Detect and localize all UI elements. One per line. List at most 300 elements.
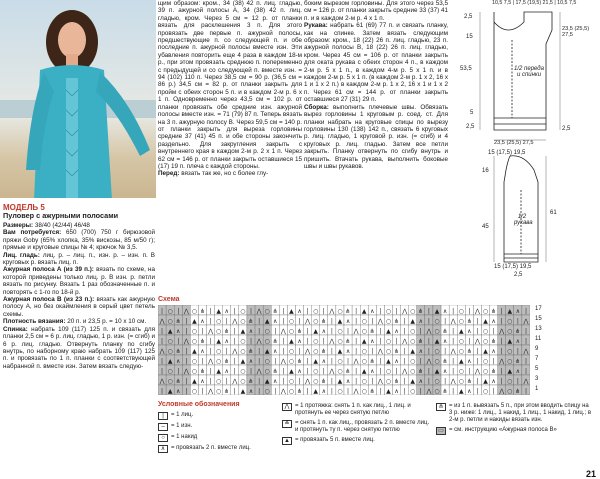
legend-item xyxy=(436,427,592,435)
chart-symbol: ⋀ xyxy=(256,337,262,345)
pattern-top-label: 10,5 7,5 | 17,5 (19,5) 21,5 | 10,5 7,5 xyxy=(492,0,577,6)
paragraph-back-cont: щим образом: кром., 34 (38) 42 п. лиц. гладью, 39 п. ажурной полосы А, 34 (38) 42 п. лиц. гладью, кром. Через 5 см = 12 р. от планки вязать для расклешения 3 п. Для этого провязать две первые п. ажурной полосы, предшествующие п. со следующей п. и обе последние п. ажурной полосы вместе изн. Эти убавления повторить еще 4 раза в каждом 18-м р., при этом провязать среднюю п. попеременно с предыдущей и со следующей п. вместе изн. = 94 (102) 110 п. Через 38,5 см = 90 р. (36,5 см = 86 р.) 34,5 см = 82 р. от планки закрыть для пройм с обеих сторон 5 п. и в каждом 2-м р. 6 х 1 п. Одновременно через 43,5 см = 102 р. от планки провязать обе средние изн. ажурной полосы вместе изн. = 71 (79) 87 п. Теперь вязать на 3 п. ажурную полосу В. Через 59,5 см = 140 р. от планки закрыть для выреза горловины средние 37 (41) 45 п. и обе стороны закончить раздельно. Для закругления закрыть с внутреннего края в каждом 2-м р. 2 х 1 п. Через 62 см = 146 р. от планки закрыть оставшиеся 15 (17) 19 п. плеча с каждой стороны. xyxy=(158,0,302,170)
chart-symbol: | xyxy=(452,337,455,345)
chart-symbol: | xyxy=(355,317,358,325)
gray-box-symbol-icon: ▭ xyxy=(436,427,446,435)
chart-symbol: ▲ xyxy=(337,317,343,325)
chart-symbol: ○ xyxy=(191,387,198,395)
chart-symbol: ▲ xyxy=(289,307,294,315)
row-number: 9 xyxy=(535,346,539,352)
chart-symbol: ⋀ xyxy=(208,357,214,365)
chart-symbol: ○ xyxy=(361,357,367,365)
chart-symbol: ⋀ xyxy=(183,337,189,345)
chart-symbol: ⋔ xyxy=(297,387,303,395)
chart-symbol: ○ xyxy=(191,337,198,345)
chart-symbol: ○ xyxy=(458,377,464,385)
chart-symbol: ▲ xyxy=(410,377,416,385)
chart-symbol: ○ xyxy=(507,347,513,355)
chart-symbol: ⋀ xyxy=(402,337,408,345)
legend-text: = снять 1 п. как лиц., провязать 2 п. вместе лиц. и протянуть ту п. через снятую петлю xyxy=(295,420,430,433)
chart-symbol: ○ xyxy=(191,327,198,335)
chart-symbol: ▲ xyxy=(386,327,391,335)
chart-symbol: ∧ xyxy=(273,347,278,355)
chart-symbol: ∧ xyxy=(321,327,326,335)
chart-symbol: ⋔ xyxy=(394,317,400,325)
chart-symbol: ⋔ xyxy=(321,317,327,325)
dim-label: 5 xyxy=(470,110,474,116)
chart-symbol: | xyxy=(500,337,503,345)
chart-symbol: | xyxy=(185,387,188,395)
chart-symbol: ⋀ xyxy=(499,357,505,365)
sk2po-symbol-icon: ≙ xyxy=(282,420,292,428)
chart-symbol: ○ xyxy=(434,377,440,385)
chart-symbol: ⋔ xyxy=(491,367,497,375)
chart-symbol: | xyxy=(282,337,285,345)
chart-symbol: | xyxy=(185,327,188,335)
k5tog-symbol-icon: ▲ xyxy=(282,437,292,445)
chart-symbol: ∧ xyxy=(370,337,375,345)
chart-symbol: ▲ xyxy=(361,307,367,315)
chart-symbol: ▲ xyxy=(483,347,488,355)
chart-symbol: ⋔ xyxy=(199,307,205,315)
chart-symbol: | xyxy=(225,377,228,385)
chart-symbol: ⋀ xyxy=(232,377,238,385)
chart-symbol: | xyxy=(355,377,358,385)
chart-symbol: ∧ xyxy=(248,387,254,395)
row-number: 7 xyxy=(535,356,539,362)
model-photo xyxy=(0,0,156,210)
dim-label: 2,5 xyxy=(466,124,475,130)
chart-symbol: ○ xyxy=(288,327,295,335)
chart-symbol: ○ xyxy=(216,347,222,355)
chart-symbol: ▲ xyxy=(313,357,319,365)
chart-symbol: | xyxy=(258,327,261,335)
legend-text: = см. инструкцию «Ажурная полоса В» xyxy=(449,427,557,433)
chart-symbol: | xyxy=(322,337,325,345)
chart-symbol: ⋔ xyxy=(369,387,375,395)
chart-symbol: | xyxy=(185,357,188,365)
chart-symbol: ○ xyxy=(167,317,173,325)
chart-symbol: | xyxy=(468,337,471,345)
chart-symbol: ∧ xyxy=(345,317,351,325)
chart-symbol: | xyxy=(298,377,301,385)
chart-symbol: | xyxy=(306,387,309,395)
chart-symbol: ∧ xyxy=(442,337,448,345)
chart-symbol: ⋀ xyxy=(474,307,480,315)
chart-symbol: | xyxy=(347,387,350,395)
chart-symbol: ▲ xyxy=(192,377,197,385)
pattern-center-label: 1/2 рукава xyxy=(514,214,533,226)
chart-symbol: | xyxy=(524,387,527,395)
chart-symbol: ∧ xyxy=(200,377,205,385)
chart-symbol: ▲ xyxy=(167,357,173,365)
chart-symbol: | xyxy=(306,307,309,315)
chart-symbol: ▲ xyxy=(192,317,197,325)
chart-symbol: ⋀ xyxy=(305,377,311,385)
chart-symbol: | xyxy=(403,387,406,395)
stitch-chart xyxy=(158,305,530,395)
chart-symbol: ∧ xyxy=(467,357,472,365)
chart-symbol: ▲ xyxy=(434,307,440,315)
chart-symbol: ⋔ xyxy=(466,377,472,385)
chart-symbol: | xyxy=(516,317,519,325)
chart-symbol: | xyxy=(492,327,495,335)
row-number-column xyxy=(533,305,553,395)
chart-symbol: | xyxy=(298,317,301,325)
chart-symbol: | xyxy=(395,367,398,375)
chart-symbol: | xyxy=(403,377,406,385)
chart-symbol: | xyxy=(452,367,455,375)
chart-symbol: | xyxy=(419,387,422,395)
chart-symbol: ▲ xyxy=(192,347,197,355)
chart-symbol: | xyxy=(249,307,253,315)
chart-symbol: ⋀ xyxy=(183,307,189,315)
chart-symbol: ⋔ xyxy=(394,347,400,355)
chart-symbol: ▲ xyxy=(216,337,221,345)
chart-symbol: ▲ xyxy=(289,337,294,345)
chart-symbol: ∧ xyxy=(515,307,521,315)
chart-symbol: | xyxy=(322,307,325,315)
chart-symbol: | xyxy=(452,387,455,395)
chart-symbol: ⋔ xyxy=(394,377,400,385)
paragraph-gauge: Плотность вязания: 20 п. и 23,5 р. = 10 х 10 см. xyxy=(3,318,147,326)
chart-symbol: ∧ xyxy=(515,367,521,375)
chart-symbol: ○ xyxy=(482,387,489,395)
chart-symbol: | xyxy=(233,337,236,345)
chart-symbol: ▲ xyxy=(434,337,440,345)
dim-label: 15 (17,5) 19,5 xyxy=(494,264,532,270)
chart-symbol: ⋀ xyxy=(474,367,480,375)
chart-symbol: ⋀ xyxy=(208,327,214,335)
chart-symbol: ∧ xyxy=(345,377,351,385)
chart-symbol: ○ xyxy=(313,307,319,315)
chart-symbol: | xyxy=(476,387,479,395)
chart-symbol: ○ xyxy=(264,367,270,375)
chart-symbol: ○ xyxy=(434,317,440,325)
chart-symbol: ○ xyxy=(507,317,513,325)
chart-symbol: ∧ xyxy=(491,347,496,355)
chart-symbol: ⋀ xyxy=(377,347,383,355)
chart-symbol: ⋀ xyxy=(450,317,456,325)
legend-item xyxy=(282,437,432,445)
chart-symbol: | xyxy=(330,377,333,385)
dim-label: 2,5 xyxy=(464,14,473,20)
chart-symbol: | xyxy=(161,337,164,345)
chart-symbol: ⋔ xyxy=(224,357,230,365)
chart-symbol: ⋔ xyxy=(515,327,521,335)
chart-symbol: | xyxy=(427,377,430,385)
chart-symbol: | xyxy=(500,367,503,375)
chart-symbol: ⋀ xyxy=(280,387,286,395)
chart-symbol: ○ xyxy=(167,337,173,345)
chart-symbol: ∧ xyxy=(442,367,448,375)
chart-symbol: | xyxy=(452,327,455,335)
chart-symbol: ○ xyxy=(288,317,295,325)
chart-symbol: ∧ xyxy=(321,357,326,365)
chart-symbol: ∧ xyxy=(200,317,205,325)
chart-symbol: ▲ xyxy=(458,387,464,395)
chart-symbol: ⋀ xyxy=(523,347,529,355)
chart-symbol: ▲ xyxy=(289,367,294,375)
legend-column-3 xyxy=(436,403,592,435)
chart-symbol: ○ xyxy=(216,357,222,365)
row-number: 15 xyxy=(535,316,542,322)
stitch-chart-grid xyxy=(158,305,530,395)
chart-symbol: ⋀ xyxy=(305,317,311,325)
chart-symbol: ○ xyxy=(410,307,416,315)
row-number: 13 xyxy=(535,326,542,332)
legend-item xyxy=(282,420,432,434)
chart-symbol: ⋀ xyxy=(450,377,456,385)
chart-symbol: ⋔ xyxy=(321,347,327,355)
chart-symbol: ○ xyxy=(191,307,198,315)
chart-symbol: | xyxy=(161,357,164,365)
chart-symbol: | xyxy=(274,327,277,335)
chart-symbol: | xyxy=(161,307,164,315)
chart-symbol: ○ xyxy=(361,387,367,395)
chart-symbol: ⋔ xyxy=(175,347,181,355)
chart-symbol: ∧ xyxy=(248,327,254,335)
chart-symbol: ∧ xyxy=(370,367,375,375)
paragraph-sleeves: Рукава: набрать 61 (69) 77 п. и связать планку, как на спинке. Затем вязать следующим образом: кром., 18 (22) 26 п. лиц. гладью, 23 п. ажурной полосы В, 18 (22) 26 п. лиц. гладью, кром. Через 45 см = 106 р. от планки закрыть для оката рукава с обеих сторон 4 п., в каждом 2-м р. 5 х 1 п., в каждом 4-м р. 5 х 1 п. и в каждом 2-м р. 5 х 1 п. (в каждом 2-м р. 1 х 2, 16 х 1 и 1 х 2 п.) в каждом 2-м р. 1 х 2, 16 х 1 и 1 х 2 п. Через 61 см = 144 р. от планки закрыть оставшиеся 27 (31) 29 п. xyxy=(304,22,448,104)
chart-symbol: ▲ xyxy=(458,357,464,365)
paragraph-materials: Вам потребуется: 650 (700) 750 г бирюзовой пряжи Goby (65% хлопка, 35% вискозы, 85 м/50 г); прямые и круговые спицы № 4; крючок № 3,5. xyxy=(3,229,156,252)
paragraph-front: Перед: вязать так же, но с более глу- xyxy=(158,170,269,178)
chart-symbol: ⋀ xyxy=(208,387,214,395)
chart-symbol: ⋀ xyxy=(232,347,238,355)
chart-symbol: | xyxy=(161,367,164,375)
chart-symbol: ⋀ xyxy=(426,327,432,335)
chart-symbol: ○ xyxy=(361,317,367,325)
chart-symbol: ▲ xyxy=(264,317,270,325)
dim-label: 53,5 xyxy=(460,66,472,72)
chart-symbol: ○ xyxy=(216,387,222,395)
chart-symbol: ⋀ xyxy=(499,327,505,335)
chart-symbol: ∧ xyxy=(394,357,399,365)
chart-symbol: ⋔ xyxy=(224,387,230,395)
chart-symbol: | xyxy=(403,317,406,325)
chart-symbol: ∧ xyxy=(394,327,399,335)
chart-symbol: ⋔ xyxy=(369,327,375,335)
chart-symbol: ⋔ xyxy=(297,327,303,335)
chart-symbol: ○ xyxy=(385,377,392,385)
chart-symbol: | xyxy=(355,307,358,315)
chart-symbol: ○ xyxy=(288,377,295,385)
chart-symbol: | xyxy=(395,307,398,315)
legend-text: = 1 протяжка: снять 1 п. как лиц., 1 лиц. и протянуть ее через снятую петлю xyxy=(295,403,411,416)
chart-symbol: ⋀ xyxy=(377,377,383,385)
chart-symbol: ⋔ xyxy=(272,367,278,375)
chart-symbol: ⋔ xyxy=(369,357,375,365)
chart-symbol: ○ xyxy=(434,347,440,355)
chart-symbol: ▲ xyxy=(216,367,221,375)
schema-title: Схема xyxy=(158,296,180,303)
chart-symbol: | xyxy=(524,357,527,365)
chart-symbol: ⋀ xyxy=(329,307,335,315)
chart-symbol: ∧ xyxy=(442,307,448,315)
chart-symbol: ⋀ xyxy=(256,307,262,315)
chart-symbol: ○ xyxy=(313,347,319,355)
chart-symbol: ∧ xyxy=(176,387,181,395)
chart-symbol: ○ xyxy=(240,337,246,345)
chart-symbol: | xyxy=(476,347,479,355)
chart-symbol: ⋔ xyxy=(248,377,254,385)
chart-symbol: ⋔ xyxy=(175,317,181,325)
chart-symbol: ○ xyxy=(458,367,464,375)
chart-symbol: ○ xyxy=(240,377,246,385)
pattern-center-label: 1/2 переда и спинки xyxy=(514,66,544,78)
chart-symbol: ▲ xyxy=(337,377,343,385)
chart-symbol: ⋀ xyxy=(402,367,408,375)
chart-symbol: ⋔ xyxy=(442,327,448,335)
chart-symbol: ▲ xyxy=(167,387,173,395)
chart-symbol: ○ xyxy=(385,367,392,375)
chart-symbol: ○ xyxy=(385,317,392,325)
chart-symbol: ⋀ xyxy=(353,357,359,365)
chart-symbol: ⋔ xyxy=(418,367,424,375)
row-number: 3 xyxy=(535,376,539,382)
paragraph-front-cont: боким вырезом горловины. Для этого через 53,5 см = 126 р. от планки закрыть средние 33 (37) 41 п. и в каждом 2-м р. 4 х 1 п. xyxy=(304,0,448,22)
chart-symbol: ○ xyxy=(482,327,489,335)
chart-symbol: ○ xyxy=(361,327,367,335)
chart-symbol: | xyxy=(419,357,422,365)
chart-symbol: ○ xyxy=(410,327,416,335)
chart-symbol: ⋔ xyxy=(199,367,205,375)
chart-symbol: ▲ xyxy=(507,337,513,345)
chart-symbol: ▲ xyxy=(216,307,221,315)
chart-symbol: ○ xyxy=(482,357,489,365)
chart-symbol: | xyxy=(419,327,422,335)
chart-symbol: ▲ xyxy=(507,367,513,375)
chart-symbol: | xyxy=(209,367,212,375)
chart-symbol: ○ xyxy=(337,337,343,345)
chart-symbol: ∧ xyxy=(321,387,326,395)
chart-symbol: ⋔ xyxy=(466,347,472,355)
chart-symbol: | xyxy=(258,347,261,355)
chart-symbol: | xyxy=(379,387,382,395)
purl-symbol-icon: – xyxy=(158,423,168,431)
chart-symbol: ○ xyxy=(385,347,392,355)
chart-symbol: | xyxy=(379,357,382,365)
paragraph-stockinette: Лиц. гладь: лиц. р. – лиц. п., изн. р. – изн. п. В круговых р. вязать лиц. п. xyxy=(3,251,155,267)
row-number: 5 xyxy=(535,366,539,372)
chart-symbol: ○ xyxy=(337,387,343,395)
chart-symbol: ⋀ xyxy=(232,317,238,325)
chart-symbol: | xyxy=(161,387,164,395)
chart-symbol: | xyxy=(258,387,261,395)
chart-symbol: | xyxy=(427,367,430,375)
chart-symbol: ∧ xyxy=(176,357,181,365)
chart-symbol: | xyxy=(201,357,204,365)
chart-symbol: | xyxy=(492,387,495,395)
chart-symbol: ○ xyxy=(410,357,416,365)
chart-symbol: | xyxy=(403,347,406,355)
chart-symbol: | xyxy=(371,317,374,325)
bobble-symbol-icon: ⋔ xyxy=(436,403,446,411)
text-column-2 xyxy=(158,0,302,178)
chart-symbol: | xyxy=(403,327,406,335)
chart-symbol: | xyxy=(347,357,350,365)
chart-symbol: | xyxy=(476,327,479,335)
chart-symbol: | xyxy=(306,357,309,365)
chart-symbol: ∧ xyxy=(515,337,521,345)
legend-item xyxy=(158,423,278,431)
pattern-front-back xyxy=(452,0,598,150)
chart-symbol: ⋀ xyxy=(450,347,456,355)
chart-symbol: | xyxy=(209,317,212,325)
chart-symbol: | xyxy=(274,387,277,395)
chart-symbol: ⋔ xyxy=(321,377,327,385)
legend-text: = 1 лиц. xyxy=(171,412,194,418)
chart-symbol: ∧ xyxy=(467,327,472,335)
chart-symbol: ⋀ xyxy=(159,317,165,325)
paragraph-assembly: Сборка: выполнить плечевые швы. Обвязать вырез горловины 1 круговым р. соед. ст. Для планки набрать на круговые спицы по вырезу горловины 130 (138) 142 п., связать 6 круговых р. лиц. гладью, 1 круговой р. изн. (= сгиб) и 4 круговых р. лиц. гладью. Затем все петли закрыть. Планку отвернуть по сгибу внутрь и пришить. Втачать рукава, выполнить боковые швы и швы рукавов. xyxy=(304,103,448,170)
legend-item xyxy=(436,403,592,424)
legend-item xyxy=(158,412,278,420)
chart-symbol: ○ xyxy=(167,367,173,375)
chart-symbol: | xyxy=(161,327,164,335)
chart-symbol: | xyxy=(209,337,212,345)
chart-symbol: ⋔ xyxy=(345,367,351,375)
chart-symbol: ⋀ xyxy=(499,387,505,395)
chart-symbol: | xyxy=(258,357,261,365)
chart-symbol: ○ xyxy=(507,387,513,395)
chart-symbol: ⋔ xyxy=(297,357,303,365)
legend-column-2 xyxy=(282,403,432,445)
chart-symbol: ∧ xyxy=(345,347,351,355)
chart-symbol: ▲ xyxy=(240,327,246,335)
chart-symbol: ○ xyxy=(410,387,416,395)
chart-symbol: ∧ xyxy=(224,367,229,375)
chart-symbol: ⋔ xyxy=(515,387,521,395)
chart-symbol: ∧ xyxy=(491,317,496,325)
chart-symbol: ⋔ xyxy=(248,317,254,325)
dim-label: 2,5 xyxy=(562,126,571,132)
chart-symbol: | xyxy=(233,357,236,365)
chart-symbol: | xyxy=(185,317,188,325)
knit-symbol-icon: | xyxy=(158,412,168,420)
chart-symbol: ⋀ xyxy=(353,387,359,395)
dim-label: 45 xyxy=(482,224,489,230)
chart-symbol: | xyxy=(330,347,333,355)
chart-symbol: ○ xyxy=(167,347,173,355)
chart-symbol: ⋀ xyxy=(523,377,529,385)
chart-symbol: | xyxy=(516,347,519,355)
chart-symbol: ⋔ xyxy=(418,337,424,345)
chart-symbol: ○ xyxy=(240,307,246,315)
chart-symbol: | xyxy=(282,367,285,375)
chart-symbol: ○ xyxy=(337,307,343,315)
legend-item xyxy=(282,403,432,417)
chart-symbol: ⋀ xyxy=(426,357,432,365)
chart-symbol: ∧ xyxy=(297,367,302,375)
chart-symbol: ⋔ xyxy=(199,337,205,345)
chart-symbol: ○ xyxy=(385,337,392,345)
chart-symbol: ○ xyxy=(434,327,440,335)
chart-symbol: ▲ xyxy=(240,357,246,365)
chart-symbol: ⋀ xyxy=(329,367,335,375)
chart-symbol: ▲ xyxy=(434,367,440,375)
dim-label: 15 xyxy=(466,34,473,40)
chart-symbol: ▲ xyxy=(264,377,270,385)
chart-symbol: | xyxy=(524,327,527,335)
chart-symbol: ▲ xyxy=(458,327,464,335)
chart-symbol: ○ xyxy=(458,317,464,325)
chart-symbol: | xyxy=(524,337,527,345)
chart-symbol: ○ xyxy=(458,337,464,345)
chart-symbol: ∧ xyxy=(297,307,302,315)
chart-symbol: | xyxy=(355,337,358,345)
